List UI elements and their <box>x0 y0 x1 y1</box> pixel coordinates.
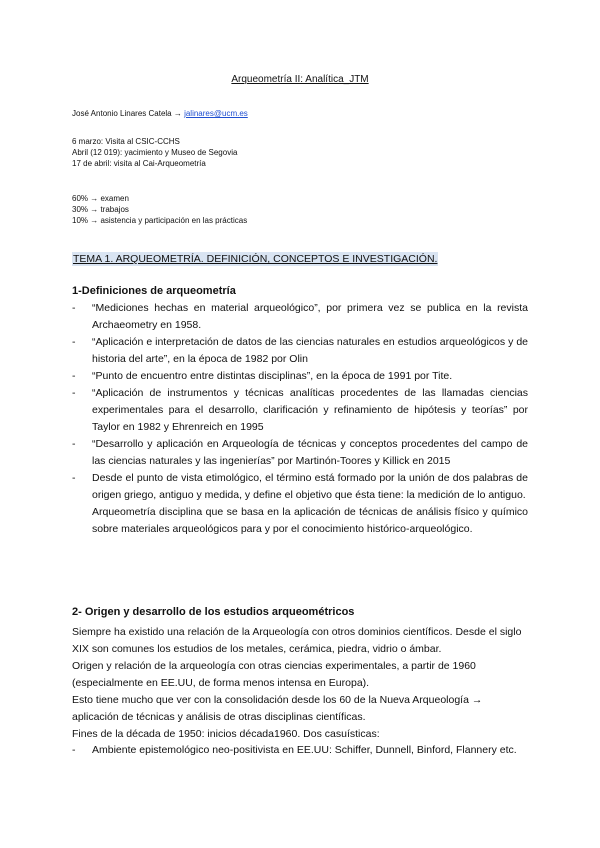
section1-heading: 1-Definiciones de arqueometría <box>72 285 236 297</box>
tema-heading: TEMA 1. ARQUEOMETRÍA. DEFINICIÓN, CONCEPTOS E INVESTIGACIÓN. <box>73 253 438 265</box>
grading-list <box>72 193 247 226</box>
paragraph: Origen y relación de la arqueología con otras ciencias experimentales, a partir de 1960 (especialmente en EE.UU, de forma menos intensa en Europa). <box>72 660 476 689</box>
visits-list <box>72 136 237 169</box>
bullet-dash: - <box>72 744 76 756</box>
grading-item: 10% → asistencia y participación en las prácticas <box>72 216 248 225</box>
author-line <box>72 108 248 119</box>
list-item <box>72 436 528 470</box>
list-item <box>72 300 528 334</box>
list-item-text: “Desarrollo y aplicación en Arqueología de técnicas y conceptos procedentes del campo de las ciencias naturales y las ingenierías” por Martinón-Toores y Killick en 2015 <box>92 438 528 467</box>
list-item-text: “Mediciones hechas en material arqueológico”, por primera vez se publica en la revista Archaeometry en 1958. <box>92 302 528 331</box>
grading-item: 60% → examen <box>72 194 129 203</box>
author-email-link[interactable]: jalinares@ucm.es <box>184 109 248 118</box>
bullet-dash: - <box>72 370 76 382</box>
bullet-dash: - <box>72 387 76 399</box>
section2-heading: 2- Origen y desarrollo de los estudios arqueométricos <box>72 606 355 618</box>
list-item-text: “Aplicación de instrumentos y técnicas analíticas procedentes de las llamadas ciencias experimentales para el desarrollo, clarificación y refinamiento de hipótesis y teorías” por Taylor en 1982 y Ehrenreich en 1995 <box>92 387 528 433</box>
list-item-text: Desde el punto de vista etimológico, el término está formado por la unión de dos palabras de origen griego, antiguo y medida, y define el objetivo que ésta tiene: la medición de lo antiguo. <box>92 472 528 501</box>
definition-paragraph: Arqueometría disciplina que se basa en la aplicación de técnicas de análisis físico y químico sobre materiales arqueológicos para y por el conocimiento histórico-arqueológico. <box>92 506 528 535</box>
grading-item: 30% → trabajos <box>72 205 129 214</box>
visit-item: 6 marzo: Visita al CSIC-CCHS <box>72 137 180 146</box>
bullet-dash: - <box>72 336 76 348</box>
section2-list <box>72 742 528 759</box>
bullet-dash: - <box>72 438 76 450</box>
list-item-text: “Punto de encuentro entre distintas disciplinas”, en la época de 1991 por Tite. <box>92 370 453 382</box>
visit-item: Abril (12 019): yacimiento y Museo de Segovia <box>72 148 238 157</box>
list-item <box>72 742 528 759</box>
bullet-dash: - <box>72 472 76 484</box>
document-title: Arqueometría II: Analítica_JTM <box>231 74 369 85</box>
paragraph: Siempre ha existido una relación de la Arqueología con otros dominios científicos. Desde el siglo XIX son comunes los estudios de los metales, cerámica, piedra, vidrio o ámbar. <box>72 626 522 655</box>
list-item-text: Ambiente epistemológico neo-positivista en EE.UU: Schiffer, Dunnell, Binford, Flannery etc. <box>92 744 517 756</box>
list-item-text: “Aplicación e interpretación de datos de las ciencias naturales en estudios arqueológicos y de historia del arte”, en la época de 1982 por Olin <box>92 336 528 365</box>
list-item <box>72 385 528 436</box>
list-item <box>72 368 528 385</box>
list-item <box>72 470 528 538</box>
paragraph: Fines de la década de 1950: inicios década1960. Dos casuísticas: <box>72 728 380 740</box>
visit-item: 17 de abril: visita al Cai-Arqueometría <box>72 159 206 168</box>
section2-body <box>72 624 527 743</box>
paragraph: Esto tiene mucho que ver con la consolidación desde los 60 de la Nueva Arqueología → aplicación de técnicas y análisis de otras disciplinas científicas. <box>72 694 483 723</box>
bullet-dash: - <box>72 302 76 314</box>
author-name: José Antonio Linares Catela → <box>72 109 185 118</box>
section1-list <box>72 300 528 538</box>
list-item <box>72 334 528 368</box>
